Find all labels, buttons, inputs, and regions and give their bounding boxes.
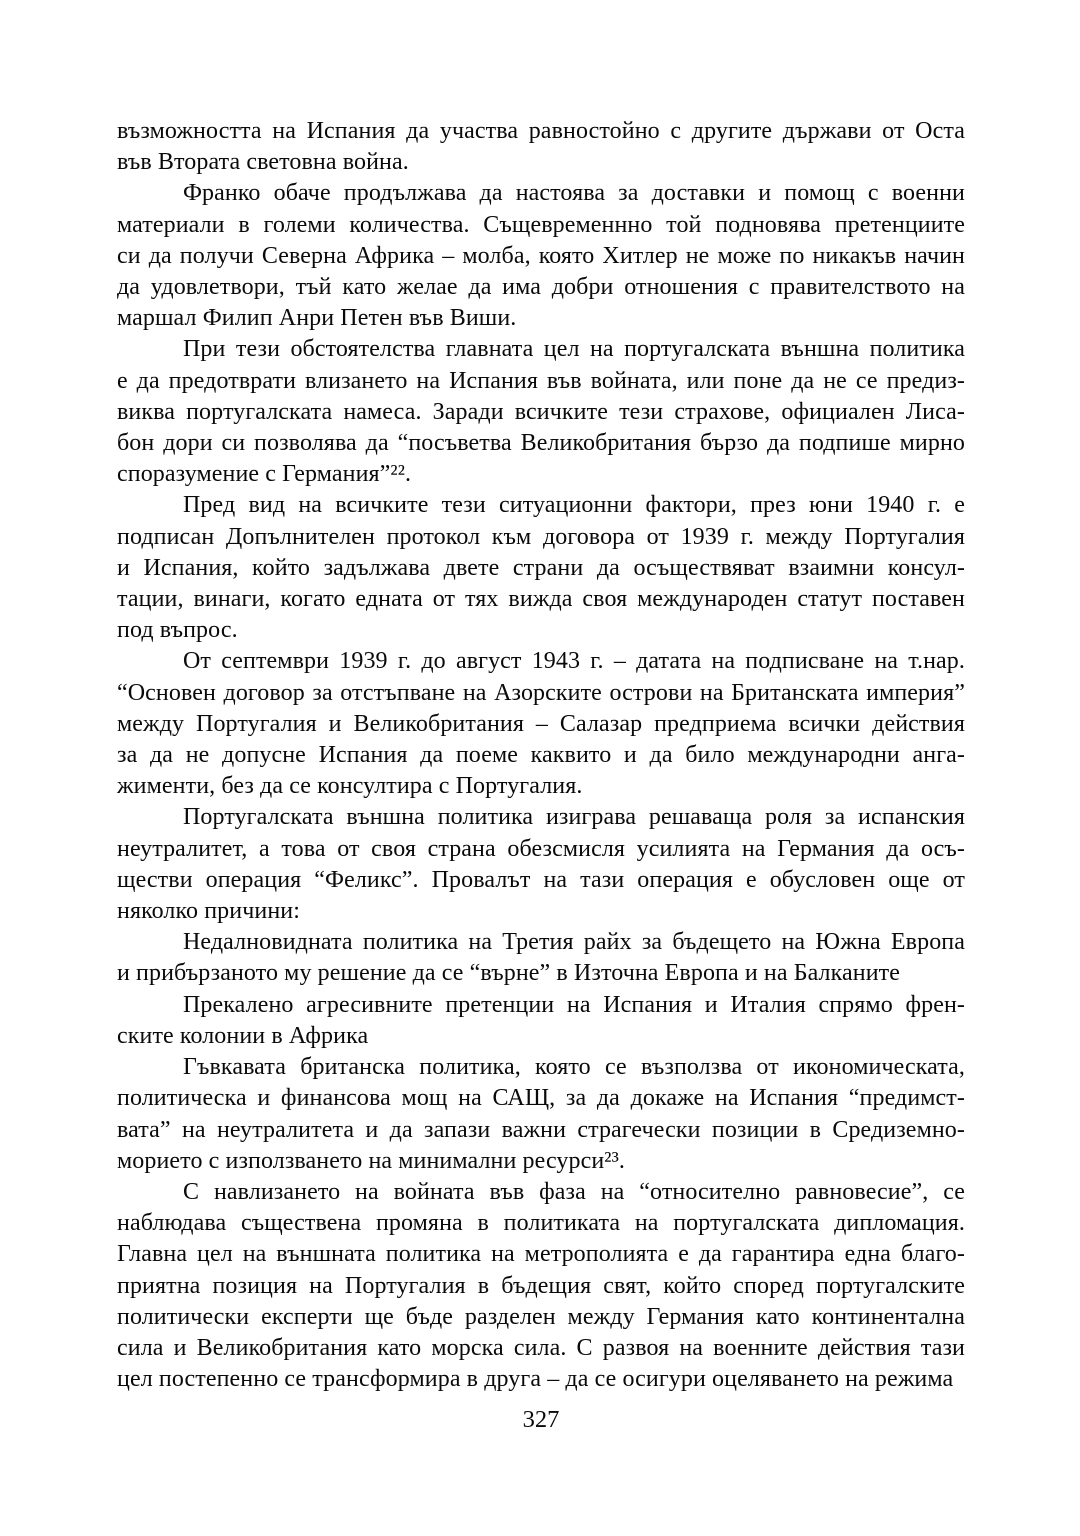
text-line: и Испания, който задължава двете страни да осъществяват взаимни консул- bbox=[117, 554, 965, 581]
text-line: споразумение с Германия”²². bbox=[117, 461, 412, 488]
text-line: маршал Филип Анри Петен във Виши. bbox=[117, 305, 517, 332]
text-line: си да получи Северна Африка – молба, която Хитлер не може по никакъв начин bbox=[117, 242, 965, 269]
text-line: цел постепенно се трансформира в друга – да се осигури оцеляването на режима bbox=[117, 1366, 954, 1393]
text-line: наблюдава съществена промяна в политиката на португалската дипломация. bbox=[117, 1210, 965, 1237]
text-line: С навлизането на войната във фаза на “относително равновесие”, се bbox=[183, 1178, 965, 1205]
text-line: ществи операция “Феликс”. Провалът на тази операция е обусловен още от bbox=[117, 866, 965, 893]
text-line: виква португалската намеса. Заради всичките тези страхове, официален Лиса- bbox=[117, 398, 965, 425]
text-line: под въпрос. bbox=[117, 617, 238, 644]
text-line: Франко обаче продължава да настоява за доставки и помощ с военни bbox=[183, 180, 965, 207]
text-line: и прибързаното му решение да се “върне” в Източна Европа и на Балканите bbox=[117, 960, 900, 987]
text-line: вата” на неутралитета и да запази важни страгечески позиции в Средиземно- bbox=[117, 1116, 965, 1143]
text-line: приятна позиция на Португалия в бъдещия свят, който според португалските bbox=[117, 1272, 965, 1299]
text-line: тации, винаги, когато едната от тях вижда своя международен статут поставен bbox=[117, 586, 965, 613]
text-line: При тези обстоятелства главната цел на португалската външна политика bbox=[183, 336, 965, 363]
text-line: материали в големи количества. Същевременнно той подновява претенциите bbox=[117, 211, 965, 238]
text-line: Прекалено агресивните претенции на Испания и Италия спрямо френ- bbox=[183, 991, 965, 1018]
text-line: подписан Допълнителен протокол към договора от 1939 г. между Португалия bbox=[117, 523, 965, 550]
text-line: сила и Великобритания като морска сила. С развоя на военните действия тази bbox=[117, 1334, 965, 1361]
text-line: за да не допусне Испания да поеме каквито и да било международни анга- bbox=[117, 742, 965, 769]
text-line: политически експерти ще бъде разделен между Германия като континентална bbox=[117, 1303, 965, 1330]
text-line: “Основен договор за отстъпване на Азорските острови на Британската империя” bbox=[117, 679, 965, 706]
text-line: Пред вид на всичките тези ситуационни фактори, през юни 1940 г. е bbox=[183, 492, 965, 519]
text-line: неутралитет, а това от своя страна обезсмисля усилията на Германия да осъ- bbox=[117, 835, 965, 862]
text-line: политическа и финансова мощ на САЩ, за да докаже на Испания “предимст- bbox=[117, 1085, 965, 1112]
text-line: да удовлетвори, тъй като желае да има добри отношения с правителството на bbox=[117, 274, 965, 301]
text-line: Португалската външна политика изиграва решаваща роля за испанския bbox=[183, 804, 965, 831]
text-line: Недалновидната политика на Третия райх за бъдещето на Южна Европа bbox=[183, 929, 965, 956]
text-line: във Втората световна война. bbox=[117, 149, 409, 176]
text-line: Главна цел на външната политика на метрополията е да гарантира една благо- bbox=[117, 1241, 965, 1268]
page-text-block bbox=[117, 116, 965, 1395]
text-line: е да предотврати влизането на Испания във войната, или поне да не се предиз- bbox=[117, 367, 965, 394]
text-line: От септември 1939 г. до август 1943 г. – датата на подписване на т.нар. bbox=[183, 648, 965, 675]
text-line: бон дори си позволява да “посъветва Великобритания бързо да подпише мирно bbox=[117, 430, 965, 457]
text-line: възможността на Испания да участва равностойно с другите държави от Оста bbox=[117, 118, 965, 144]
text-line: Гъвкавата британска политика, която се възползва от икономическата, bbox=[183, 1054, 965, 1081]
text-line: между Португалия и Великобритания – Салазар предприема всички действия bbox=[117, 710, 965, 737]
text-line: няколко причини: bbox=[117, 898, 300, 925]
text-line: морието с използването на минимални ресурси²³. bbox=[117, 1147, 625, 1174]
text-line: ските колонии в Африка bbox=[117, 1022, 369, 1049]
text-line: жименти, без да се консултира с Португалия. bbox=[117, 773, 583, 800]
page-number: 327 bbox=[522, 1406, 560, 1433]
